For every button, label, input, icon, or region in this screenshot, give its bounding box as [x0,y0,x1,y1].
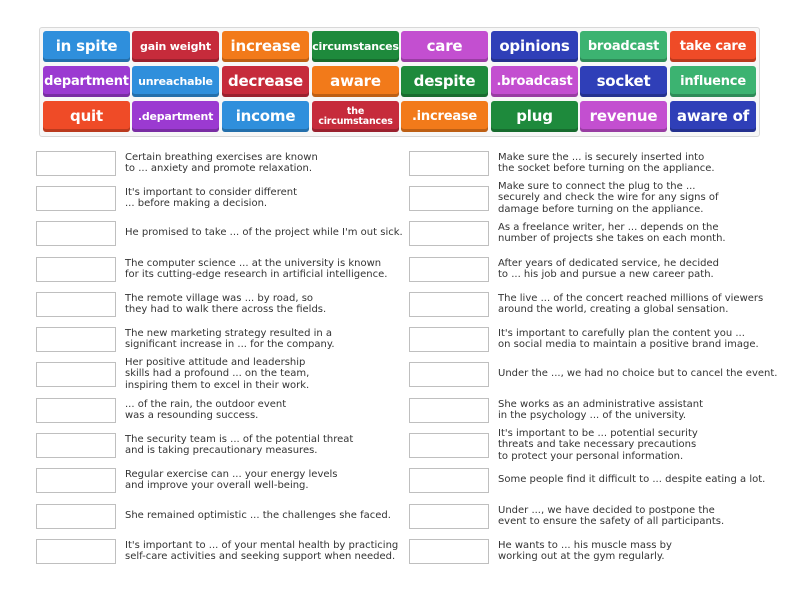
word-tile[interactable]: quit [43,101,130,132]
word-tile[interactable]: decrease [222,66,309,97]
clue-text: Make sure to connect the plug to the ... securely and check the wire for any signs of damage before turning on the appliance. [498,180,719,215]
clue-text: Regular exercise can ... your energy levels and improve your overall well-being. [125,468,338,491]
answer-slot[interactable] [409,504,489,529]
answer-slot[interactable] [36,539,116,564]
clue-text: Some people find it difficult to ... despite eating a lot. [498,474,766,486]
answer-slot[interactable] [36,327,116,352]
clue-text: The new marketing strategy resulted in a significant increase in ... for the company. [125,327,335,350]
word-tile[interactable]: broadcast [580,31,667,62]
answer-slot[interactable] [36,257,116,282]
word-tile[interactable]: the circumstances [312,101,399,132]
clue-text: Under the ..., we had no choice but to cancel the event. [498,368,778,380]
word-tile[interactable]: influence [670,66,756,97]
answer-slot[interactable] [409,151,489,176]
answer-slot[interactable] [36,151,116,176]
word-tile[interactable]: despite [401,66,488,97]
clue-text: Her positive attitude and leadership skills had a profound ... on the team, inspiring them to excel in their work. [125,356,310,391]
word-tile[interactable]: opinions [491,31,578,62]
word-tile[interactable]: plug [491,101,578,132]
answer-slot[interactable] [409,292,489,317]
word-tile[interactable]: aware of [670,101,756,132]
answer-slot[interactable] [409,362,489,387]
answer-slot[interactable] [409,327,489,352]
answer-slot[interactable] [36,433,116,458]
clue-text: ... of the rain, the outdoor event was a resounding success. [125,398,287,421]
clue-text: She works as an administrative assistant in the psychology ... of the university. [498,398,704,421]
clue-text: Make sure the ... is securely inserted into the socket before turning on the appliance. [498,151,715,174]
answer-slot[interactable] [36,398,116,423]
answer-slot[interactable] [409,433,489,458]
word-tile[interactable]: income [222,101,309,132]
clue-text: The remote village was ... by road, so they had to walk there across the fields. [125,292,327,315]
clue-text: The live ... of the concert reached millions of viewers around the world, creating a global sensation. [498,292,764,315]
word-tile[interactable]: .broadcast [491,66,578,97]
word-tile[interactable]: department [43,66,130,97]
clue-text: The security team is ... of the potential threat and is taking precautionary measures. [125,433,354,456]
answer-slot[interactable] [36,292,116,317]
word-tile[interactable]: unreachable [132,66,219,97]
clue-text: It's important to be ... potential security threats and take necessary precautions to protect your personal information. [498,427,698,462]
word-tile[interactable]: circumstances [312,31,399,62]
clue-text: Certain breathing exercises are known to ... anxiety and promote relaxation. [125,151,318,174]
answer-slot[interactable] [409,398,489,423]
answer-slot[interactable] [409,257,489,282]
word-tile[interactable]: .department [132,101,219,132]
word-tile[interactable]: take care [670,31,756,62]
word-tile[interactable]: gain weight [132,31,219,62]
clue-text: She remained optimistic ... the challenges she faced. [125,510,391,522]
answer-slot[interactable] [36,186,116,211]
word-tile[interactable]: revenue [580,101,667,132]
word-tile[interactable]: .increase [401,101,488,132]
answer-slot[interactable] [36,504,116,529]
word-tile[interactable]: increase [222,31,309,62]
clue-text: As a freelance writer, her ... depends on the number of projects she takes on each month. [498,221,726,244]
clue-text: He promised to take ... of the project while I'm out sick. [125,227,403,239]
clue-text: After years of dedicated service, he decided to ... his job and pursue a new career path. [498,257,720,280]
clue-text: It's important to consider different ... before making a decision. [125,186,298,209]
word-tile[interactable]: in spite [43,31,130,62]
answer-slot[interactable] [409,468,489,493]
word-tile[interactable]: socket [580,66,667,97]
answer-slot[interactable] [409,186,489,211]
word-tile[interactable]: care [401,31,488,62]
clue-text: It's important to carefully plan the content you ... on social media to maintain a positive brand image. [498,327,759,350]
answer-slot[interactable] [36,221,116,246]
answer-slot[interactable] [36,362,116,387]
clue-text: He wants to ... his muscle mass by working out at the gym regularly. [498,539,672,562]
word-tile[interactable]: aware [312,66,399,97]
answer-slot[interactable] [409,539,489,564]
clue-text: It's important to ... of your mental health by practicing self-care activities and seeking support when needed. [125,539,399,562]
answer-slot[interactable] [409,221,489,246]
clue-text: Under ..., we have decided to postpone the event to ensure the safety of all participants. [498,504,725,527]
clue-text: The computer science ... at the university is known for its cutting-edge research in artificial intelligence. [125,257,388,280]
answer-slot[interactable] [36,468,116,493]
